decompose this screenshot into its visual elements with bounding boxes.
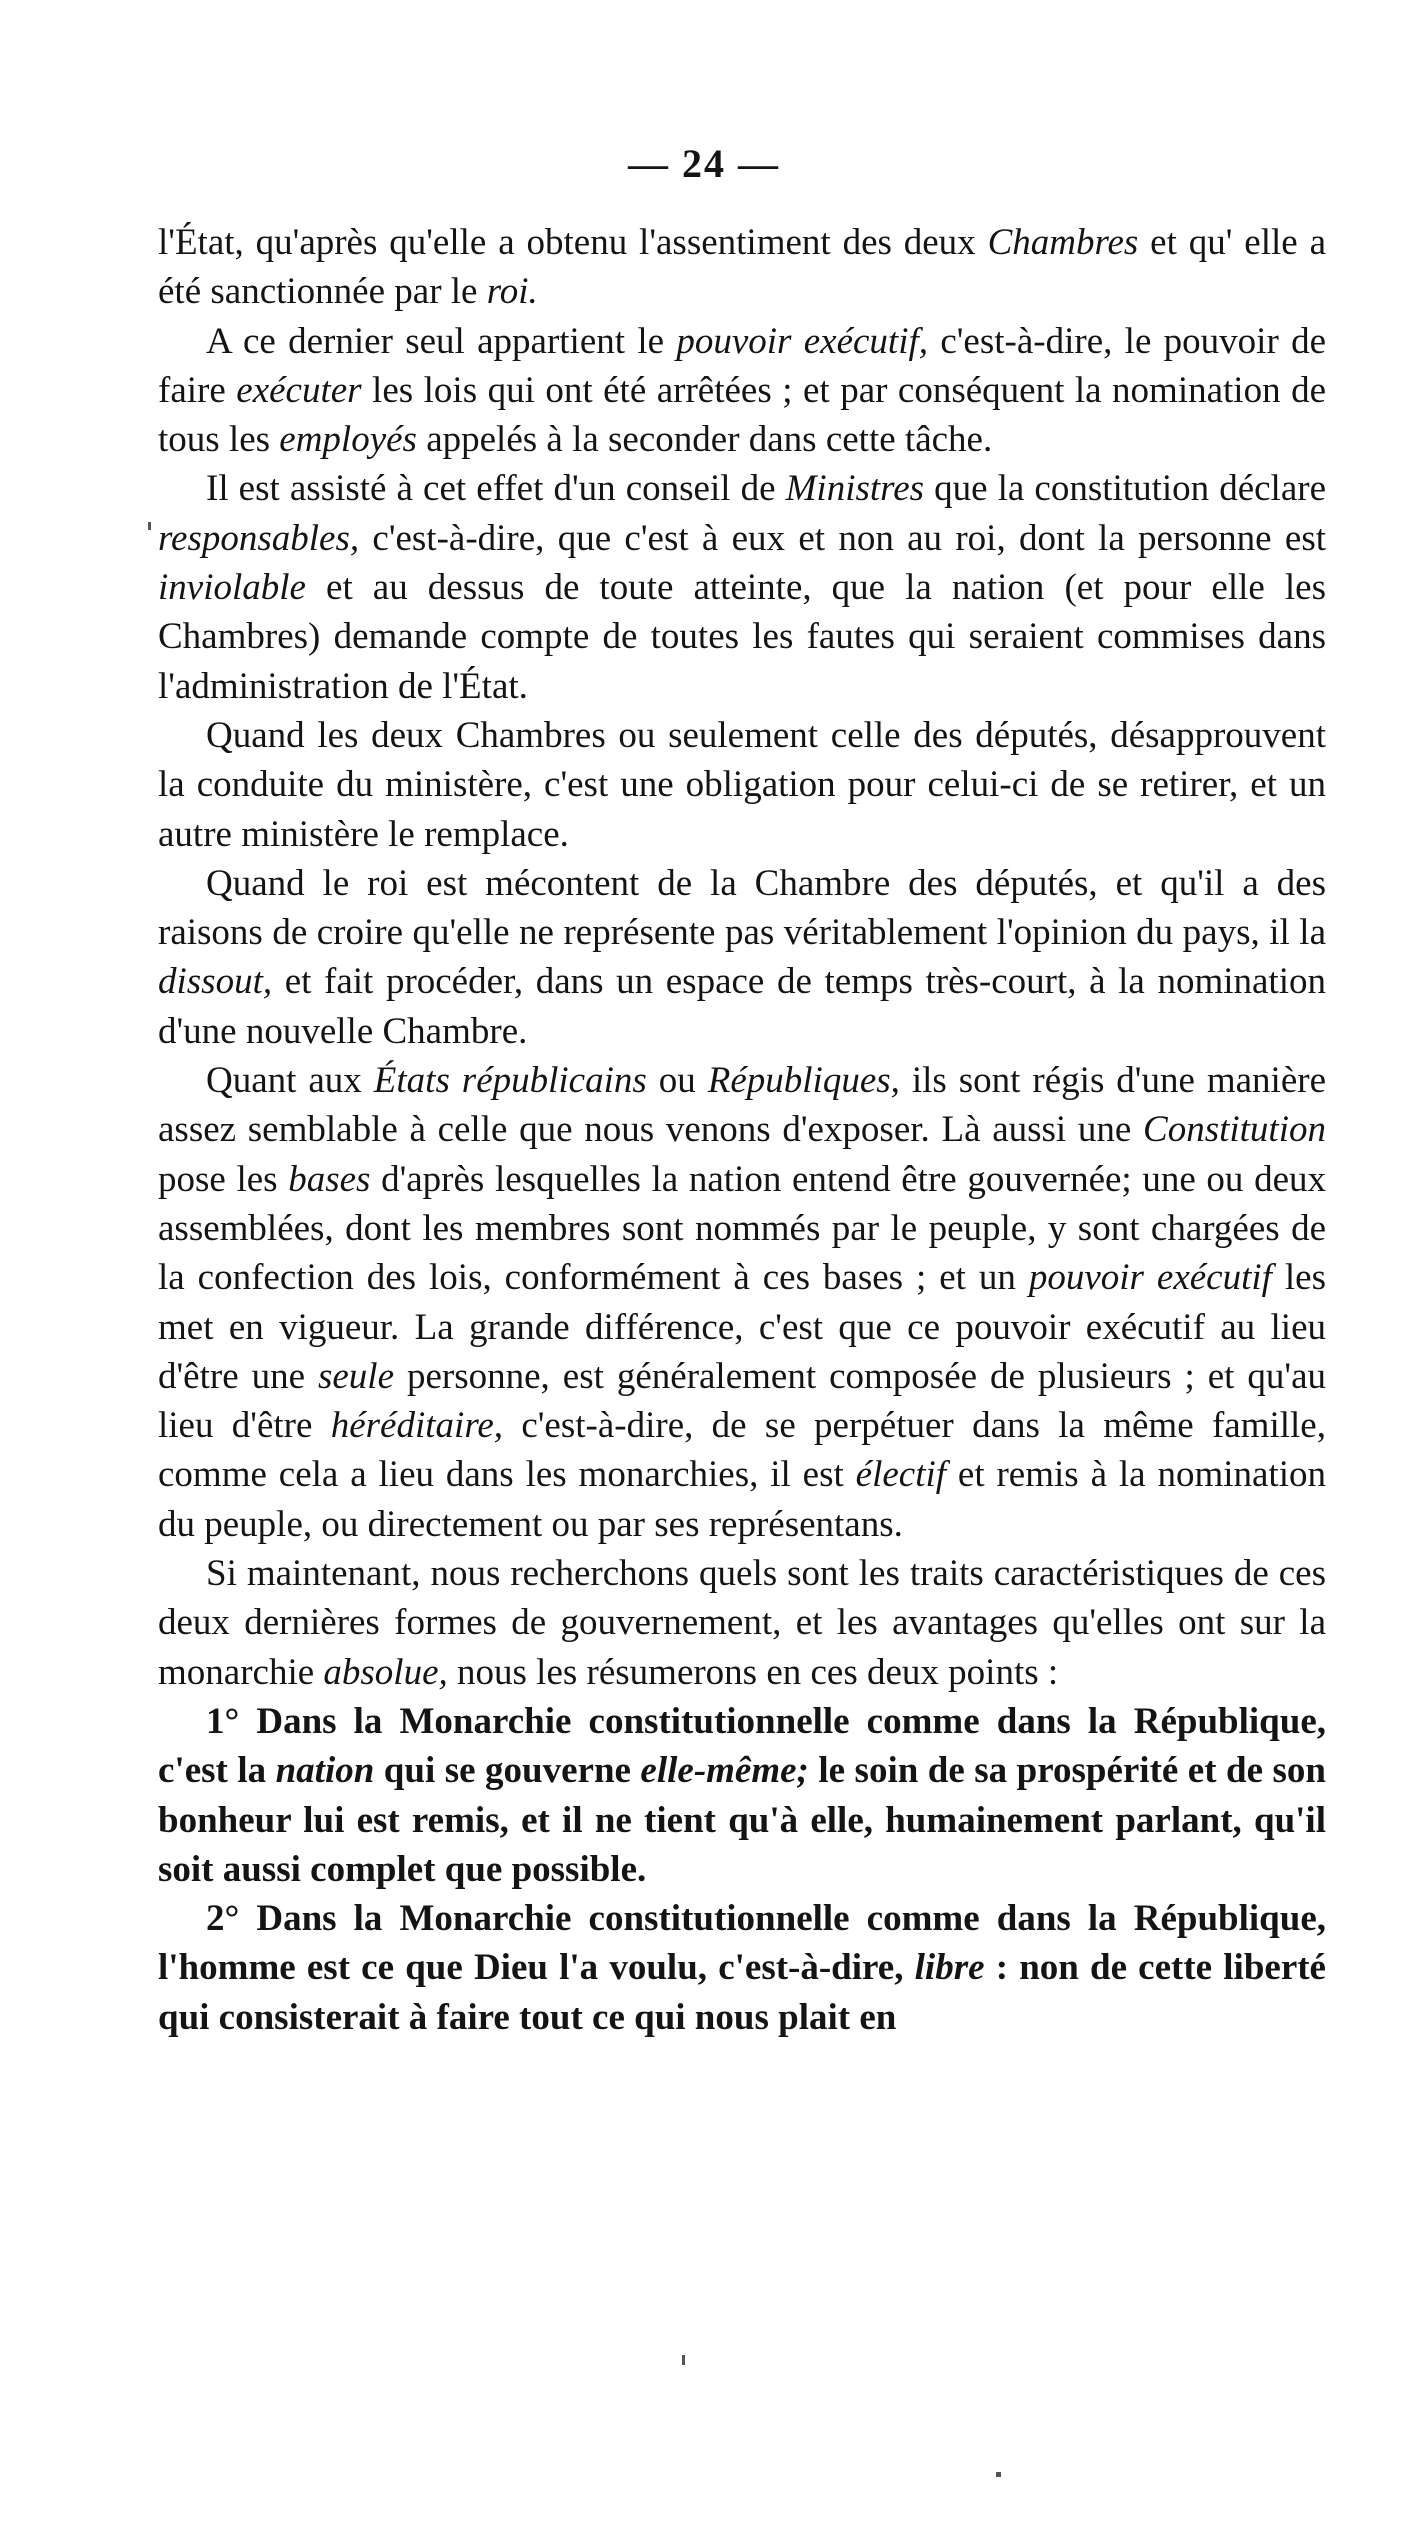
italic-text: Constitution: [1143, 1109, 1326, 1151]
text-run: : non de cette liberté qui consisterait à faire tout ce qui nous plait en: [158, 1947, 1326, 2038]
text-run: c'est-à-dire, le pouvoir de faire: [158, 320, 1326, 411]
text-run: 1° Dans la Monarchie constitutionnelle comme dans la République, c'est la: [158, 1700, 1326, 1792]
paragraph-p7: [158, 1697, 1326, 1894]
text-run: Si maintenant, nous recherchons quels sont les traits caractéristiques de ces deux dernières formes de gouvernement, et les avantages qu'elles ont sur la monarchie: [158, 1553, 1326, 1693]
italic-text: bases: [288, 1158, 371, 1200]
paragraph-p5: [158, 1056, 1326, 1549]
text-run: c'est-à-dire, que c'est à eux et non au roi, dont la personne est: [359, 517, 1326, 559]
italic-text: États républicains: [373, 1060, 647, 1102]
text-run: les met en vigueur. La grande différence, c'est que ce pouvoir exécutif au lieu d'être une: [158, 1257, 1327, 1397]
text-run: c'est-à-dire, de se perpétuer dans la même famille, comme cela a lieu dans les monarchies, il est: [158, 1405, 1326, 1496]
text-run: A ce dernier seul appartient le: [206, 320, 677, 362]
text-run: que la constitution déclare: [924, 468, 1327, 510]
italic-text: Chambres: [987, 222, 1139, 263]
italic-text: Républiques,: [707, 1060, 900, 1102]
italic-text: seule: [317, 1355, 395, 1397]
text-run: le soin de sa prospérité et de son bonheur lui est remis, et il ne tient qu'à elle, humainement parlant, qu'il soit aussi complet que possible.: [158, 1750, 1326, 1890]
italic-text: pouvoir exécutif: [1028, 1257, 1272, 1299]
text-run: les lois qui ont été arrêtées ; et par conséquent la nomination de tous les: [158, 369, 1326, 461]
paragraph-p3: [158, 711, 1326, 859]
italic-text: nation: [275, 1750, 375, 1792]
text-run: d'après lesquelles la nation entend être gouvernée; une ou deux assemblées, dont les membres sont nommés par le peuple, y sont chargées de la confection des lois, conformément à ces bases ; et un: [158, 1158, 1326, 1299]
italic-text: pouvoir exécutif,: [676, 320, 929, 362]
paragraph-p4: [158, 859, 1326, 1056]
italic-text: héréditaire,: [330, 1405, 504, 1447]
print-speck: [682, 2355, 685, 2365]
text-run: et au dessus de toute atteinte, que la nation (et pour elle les Chambres) demande compte de toutes les fautes qui seraient commises dans l'administration de l'État.: [158, 567, 1326, 707]
text-run: Quant aux: [206, 1060, 374, 1102]
text-run: personne, est généralement composée de plusieurs ; et qu'au lieu d'être: [158, 1355, 1326, 1447]
text-run: Quand le roi est mécontent de la Chambre des députés, et qu'il a des raisons de croire qu'elle ne représente pas véritablement l'opinion du pays, il la: [158, 862, 1326, 954]
italic-text: employés: [279, 419, 417, 461]
page-number: — 24 —: [628, 141, 780, 186]
text-run: l'État, qu'après qu'elle a obtenu l'assentiment des deux: [158, 222, 988, 263]
text-run: Quand les deux Chambres ou seulement celle des députés, désapprouvent la conduite du ministère, c'est une obligation pour celui-ci de se retirer, et un autre ministère le remplace.: [158, 714, 1326, 855]
italic-text: inviolable: [158, 567, 306, 609]
italic-text: électif: [855, 1454, 947, 1496]
text-run: et fait procéder, dans un espace de temps très-court, à la nomination d'une nouvelle Chambre.: [158, 961, 1326, 1052]
italic-text: responsables,: [158, 517, 360, 559]
print-speck: [148, 522, 151, 530]
italic-text: elle-même;: [640, 1750, 809, 1792]
text-run: pose les: [158, 1158, 289, 1200]
print-speck: [996, 2472, 1001, 2477]
italic-text: libre: [914, 1947, 985, 1989]
italic-text: roi.: [486, 271, 538, 313]
text-run: nous les résumerons en ces deux points :: [447, 1651, 1059, 1693]
text-run: et qu' elle a été sanctionnée par le: [158, 222, 1326, 313]
paragraph-p1: [158, 317, 1326, 465]
paragraph-p2: [158, 464, 1326, 710]
text-run: et remis à la nomination du peuple, ou directement ou par ses représentans.: [158, 1454, 1326, 1545]
paragraph-p0: [158, 218, 1326, 317]
text-run: qui se gouverne: [374, 1750, 641, 1792]
paragraph-p8: [158, 1894, 1326, 2042]
italic-text: dissout,: [158, 961, 273, 1003]
text-run: 2° Dans la Monarchie constitutionnelle comme dans la République, l'homme est ce que Dieu l'a voulu, c'est-à-dire,: [158, 1898, 1326, 1989]
italic-text: exécuter: [236, 369, 362, 411]
body-text: [158, 218, 1326, 2042]
paragraph-p6: [158, 1549, 1326, 1697]
italic-text: absolue,: [323, 1651, 448, 1693]
text-run: ils sont régis d'une manière assez semblable à celle que nous venons d'exposer. Là aussi une: [158, 1060, 1327, 1151]
text-run: Il est assisté à cet effet d'un conseil de: [206, 468, 786, 510]
text-run: appelés à la seconder dans cette tâche.: [416, 419, 993, 461]
text-run: ou: [646, 1060, 708, 1102]
italic-text: Ministres: [785, 468, 925, 510]
